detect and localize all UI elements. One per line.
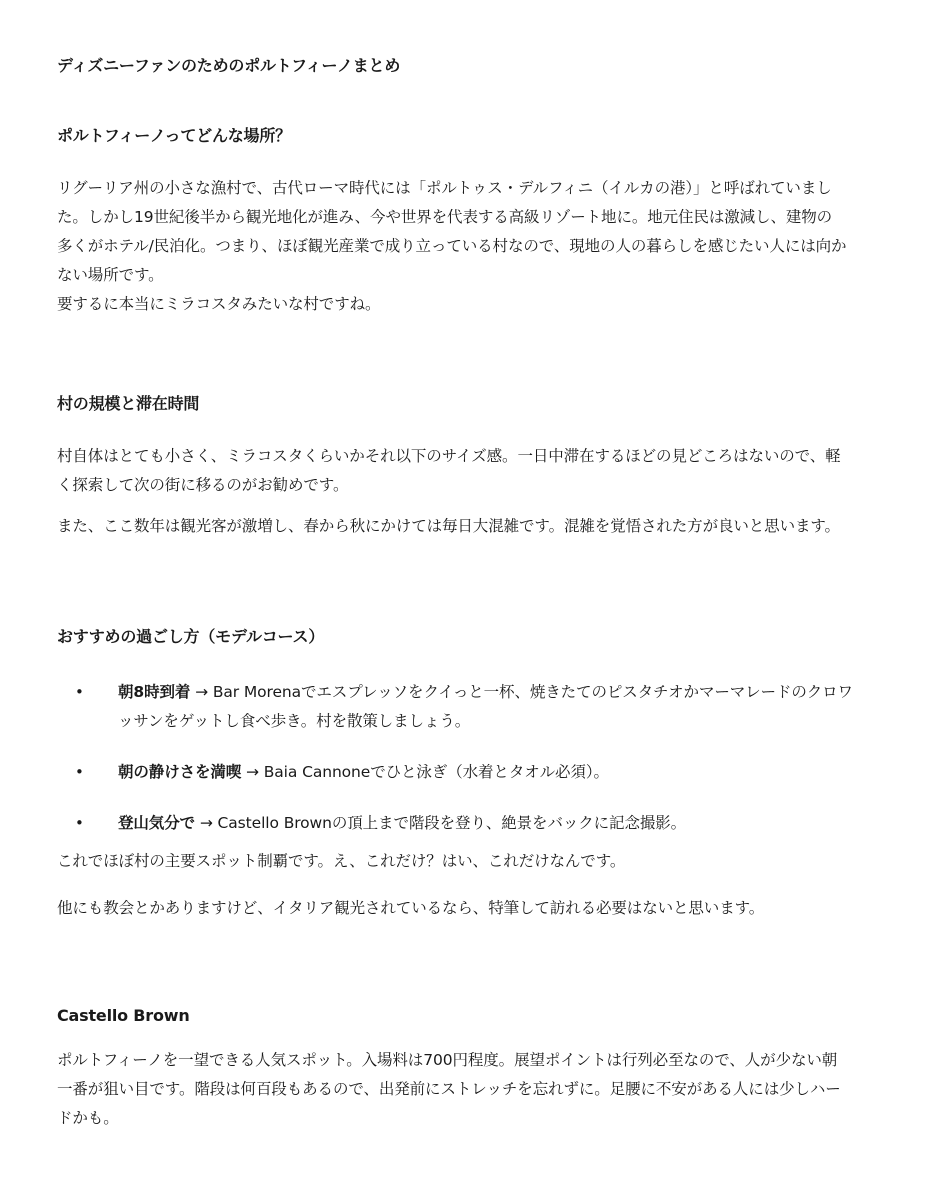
course-list [57,678,857,860]
section-heading-about: ポルトフィーノってどんな場所？ [57,126,291,145]
section-heading-scale: 村の規模と滞在時間 [57,394,200,413]
bullet-icon: • [75,814,84,832]
section-heading-course: おすすめの過ごし方（モデルコース） [57,627,325,646]
bullet-icon: • [75,683,84,701]
course-paragraph-1: これでほぼ村の主要スポット制覇です。え、これだけ？はい、これだけなんです。 [57,852,626,870]
list-item-text: → Baia Cannoneでひと泳ぎ（水着とタオル必須）。 [241,763,609,781]
list-item-text: → Bar Morenaでエスプレッソをクイっと一杯、焼きたてのピスタチオかマーマレードのクロワッサンをゲットし食べ歩き。村を散策しましょう。 [118,683,853,730]
castello-paragraph: ポルトフィーノを一望できる人気スポット。入場料は700円程度。展望ポイントは行列必至なので、人が少ない朝一番が狙い目です。階段は何百段もあるので、出発前にストレッチを忘れずに。足腰に不安がある人には少しハードかも。 [57,1051,841,1127]
list-item [57,758,857,787]
section-body-about [57,174,847,319]
scale-paragraph-2: また、ここ数年は観光客が激増し、春から秋にかけては毎日大混雑です。混雑を覚悟された方が良いと思います。 [57,517,840,535]
list-item [57,678,857,736]
scale-paragraph-1: 村自体はとても小さく、ミラコスタくらいかそれ以下のサイズ感。一日中滞在するほどの見どころはないので、軽く探索して次の街に移るのがお勧めです。 [57,447,841,494]
bullet-icon: • [75,763,84,781]
course-paragraph-2: 他にも教会とかありますけど、イタリア観光されているなら、特筆して訪れる必要はないと思います。 [57,899,765,917]
section-heading-castello: Castello Brown [57,1006,190,1025]
list-item-bold: 朝8時到着 [118,683,191,701]
list-item [57,809,857,838]
list-item-bold: 登山気分で [118,814,196,832]
page-title: ディズニーファンのためのポルトフィーノまとめ [57,56,401,75]
about-paragraph: リグーリア州の小さな漁村で、古代ローマ時代には「ポルトゥス・デルフィニ（イルカの港）」と呼ばれていました。しかし19世紀後半から観光地化が進み、今や世界を代表する高級リゾート地に。地元住民は激減し、建物の多くがホテル/民泊化。つまり、ほぼ観光産業で成り立っている村なので、現地の人の暮らしを感じたい人には向かない場所です。 [57,179,847,284]
list-item-text: → Castello Brownの頂上まで階段を登り、絶景をバックに記念撮影。 [195,814,687,832]
about-paragraph-summary: 要するに本当にミラコスタみたいな村ですね。 [57,295,381,313]
list-item-bold: 朝の静けさを満喫 [118,763,242,781]
